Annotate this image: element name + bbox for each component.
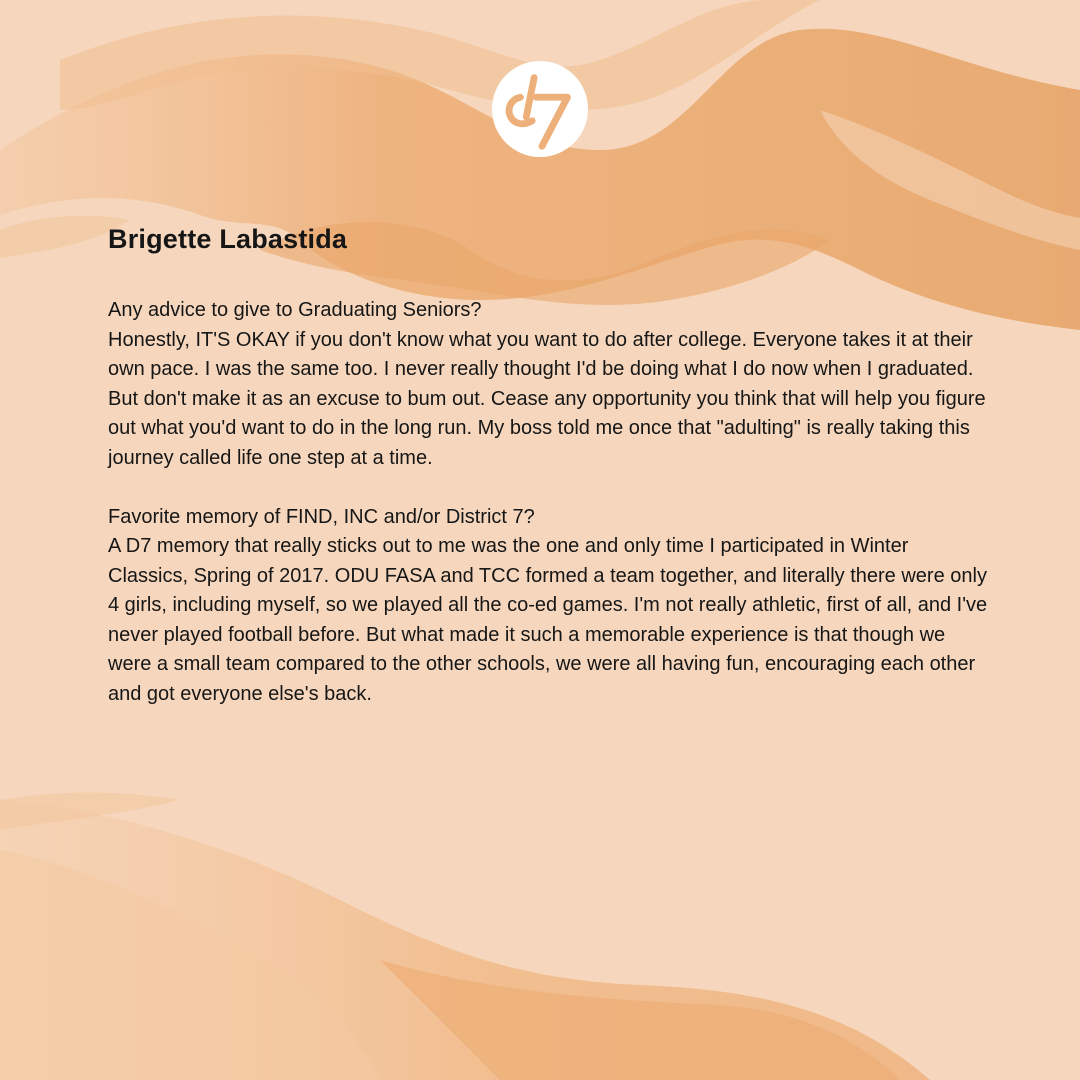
question-1: Any advice to give to Graduating Seniors?: [108, 299, 482, 321]
person-name: Brigette Labastida: [108, 224, 348, 254]
bottom-brush-stroke: [0, 793, 930, 1080]
answer-1: Honestly, IT'S OKAY if you don't know what you want to do after college. Everyone takes it at their own pace. I was the same too. I never really thought I'd be doing what I do now when I graduated. But don't make it as an excuse to bum out. Cease any opportunity you think that will help you figure out what you'd want to do in the long run. My boss told me once that "adulting" is really taking this journey called life one step at a time.: [108, 328, 986, 469]
answer-2: A D7 memory that really sticks out to me was the one and only time I participated in Winter Classics, Spring of 2017. ODU FASA and TCC formed a team together, and literally there were only 4 girls, including myself, so we played all the co-ed games. I'm not really athletic, first of all, and I've never played football before. But what made it such a memorable experience is that though we were a small team compared to the other schools, we were all having fun, encouraging each other and got everyone else's back.: [108, 535, 988, 705]
question-2: Favorite memory of FIND, INC and/or District 7?: [108, 505, 535, 528]
interview-content: [108, 220, 988, 739]
d7-logo-icon: [491, 60, 589, 158]
